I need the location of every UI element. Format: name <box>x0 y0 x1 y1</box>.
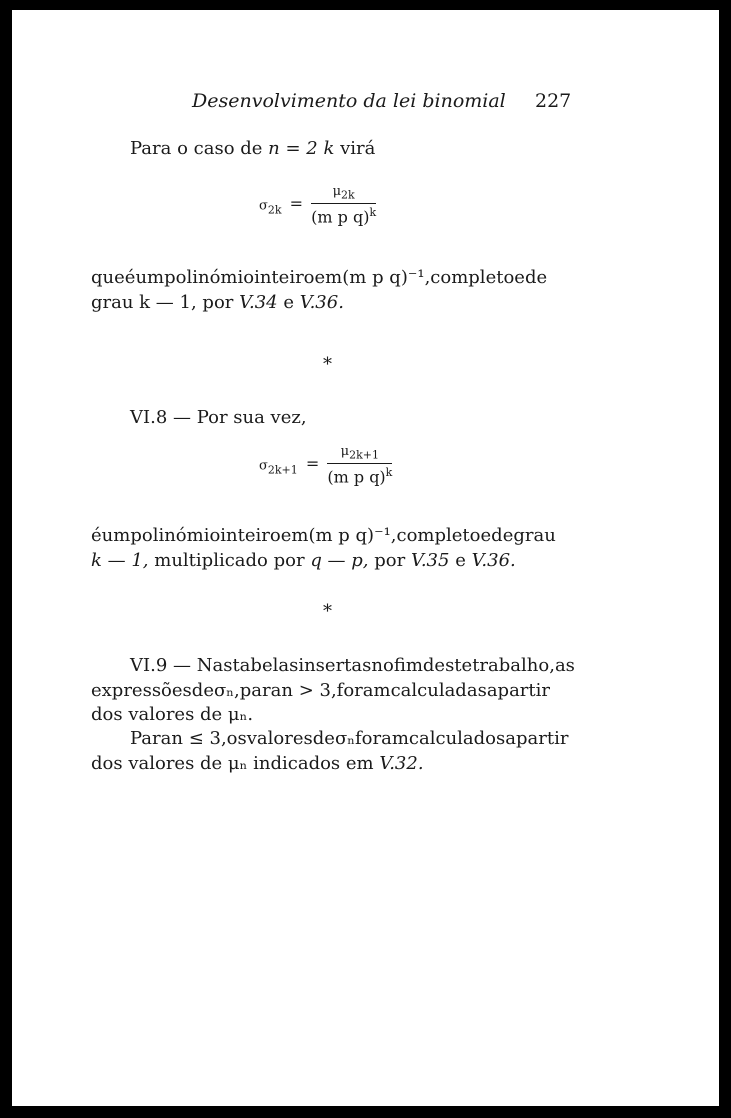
section-separator-asterisk: * <box>323 601 332 622</box>
sigma-symbol: σ <box>259 458 268 474</box>
text: multiplicado por <box>154 550 305 571</box>
denominator-base: (m p q) <box>327 466 386 486</box>
mu-subscript: 2k <box>341 188 355 202</box>
section-vi9-line5 <box>91 753 424 774</box>
word: foram <box>336 680 391 701</box>
word: tabelas <box>232 655 299 676</box>
equals-sign: = <box>289 194 304 214</box>
fraction-numerator <box>337 444 383 463</box>
formula-sigma-2k-plus-1 <box>259 444 392 486</box>
connector: e <box>283 292 294 313</box>
word: de <box>491 525 514 546</box>
section-vi9-line3: dos valores de μₙ. <box>91 704 254 725</box>
paragraph-polynomial-line2 <box>91 292 344 313</box>
word: calculados <box>408 728 506 749</box>
reference-v36: V.36. <box>471 550 516 571</box>
word: em <box>280 525 309 546</box>
word: a <box>486 680 498 701</box>
word: inteiro <box>220 525 281 546</box>
word: é <box>91 525 102 546</box>
paragraph-polynomial-line1 <box>91 267 548 288</box>
reference-v36: V.36. <box>299 292 344 313</box>
word: as <box>554 655 575 676</box>
word: foram <box>355 728 409 749</box>
word: grau <box>513 525 556 546</box>
fraction <box>327 444 392 486</box>
formula-sigma-2k <box>259 184 376 226</box>
word: partir <box>497 680 550 701</box>
book-page <box>12 10 719 1106</box>
word: inteiro <box>254 267 315 288</box>
intro-text: Para o caso de <box>130 138 263 159</box>
paragraph-intro <box>130 138 375 159</box>
word: completo <box>430 267 515 288</box>
word: de <box>191 680 214 701</box>
word: para <box>239 680 282 701</box>
text: por <box>374 550 406 571</box>
word: é <box>124 267 136 288</box>
intro-suffix: virá <box>340 138 376 159</box>
word: de <box>524 267 548 288</box>
word: de <box>312 728 335 749</box>
connector: e <box>455 550 466 571</box>
reference-v32: V.32. <box>379 753 424 774</box>
section-separator-asterisk: * <box>323 354 332 375</box>
fraction-denominator <box>311 204 376 226</box>
sigma-symbol: σ <box>259 198 268 214</box>
word: valores <box>246 728 313 749</box>
word: polinómio <box>130 525 221 546</box>
fraction-denominator <box>327 464 392 486</box>
word: a <box>505 728 516 749</box>
fraction <box>311 184 376 226</box>
equals-sign: = <box>305 454 320 474</box>
word: os <box>226 728 247 749</box>
word: que <box>91 267 125 288</box>
mu-symbol: μ <box>340 444 350 459</box>
page-number: 227 <box>535 90 572 112</box>
word: e <box>480 525 492 546</box>
word: σₙ <box>334 728 356 749</box>
section-vi9-line1 <box>130 655 575 676</box>
sigma-subscript: 2k+1 <box>267 463 298 477</box>
section-vi8-heading: VI.8 — Por sua vez, <box>130 407 307 428</box>
word: um <box>101 525 131 546</box>
condition-expression: n = 2 k <box>268 138 335 159</box>
mu-subscript: 2k+1 <box>349 448 380 462</box>
section-vi9-line2 <box>91 680 550 701</box>
paragraph-polynomial2-line1 <box>91 525 556 546</box>
word: expressões <box>91 680 192 701</box>
expression-k-minus-1: k — 1, <box>91 550 149 571</box>
word: no <box>371 655 394 676</box>
sigma-subscript: 2k <box>267 203 282 217</box>
expression-q-minus-p: q — p, <box>310 550 369 571</box>
paragraph-polynomial2-line2 <box>91 550 516 571</box>
word: σₙ, <box>213 680 240 701</box>
word: insertas <box>298 655 372 676</box>
word: polinómio <box>164 267 255 288</box>
running-header-title: Desenvolvimento da lei binomial <box>192 90 506 112</box>
word: em <box>314 267 343 288</box>
denominator-exponent: k <box>385 465 393 479</box>
word: Para <box>130 728 172 749</box>
word: um <box>135 267 165 288</box>
reference-v35: V.35 <box>410 550 450 571</box>
word: (m p q)⁻¹, <box>308 525 397 546</box>
word: (m p q)⁻¹, <box>342 267 431 288</box>
word: VI.9 — Nas <box>130 655 233 676</box>
fraction-numerator <box>329 184 359 203</box>
word: n ≤ 3, <box>171 728 227 749</box>
word: completo <box>396 525 481 546</box>
word: n > 3, <box>281 680 337 701</box>
mu-symbol: μ <box>332 184 342 199</box>
word: deste <box>422 655 473 676</box>
word: trabalho, <box>472 655 555 676</box>
text: grau k — 1, por <box>91 292 234 313</box>
text: dos valores de μₙ indicados em <box>91 753 374 774</box>
reference-v34: V.34 <box>239 292 278 313</box>
section-vi9-line4 <box>130 728 569 749</box>
word: fim <box>393 655 423 676</box>
word: e <box>514 267 525 288</box>
denominator-exponent: k <box>369 205 377 219</box>
word: calculadas <box>390 680 487 701</box>
word: partir <box>515 728 569 749</box>
denominator-base: (m p q) <box>311 206 370 226</box>
